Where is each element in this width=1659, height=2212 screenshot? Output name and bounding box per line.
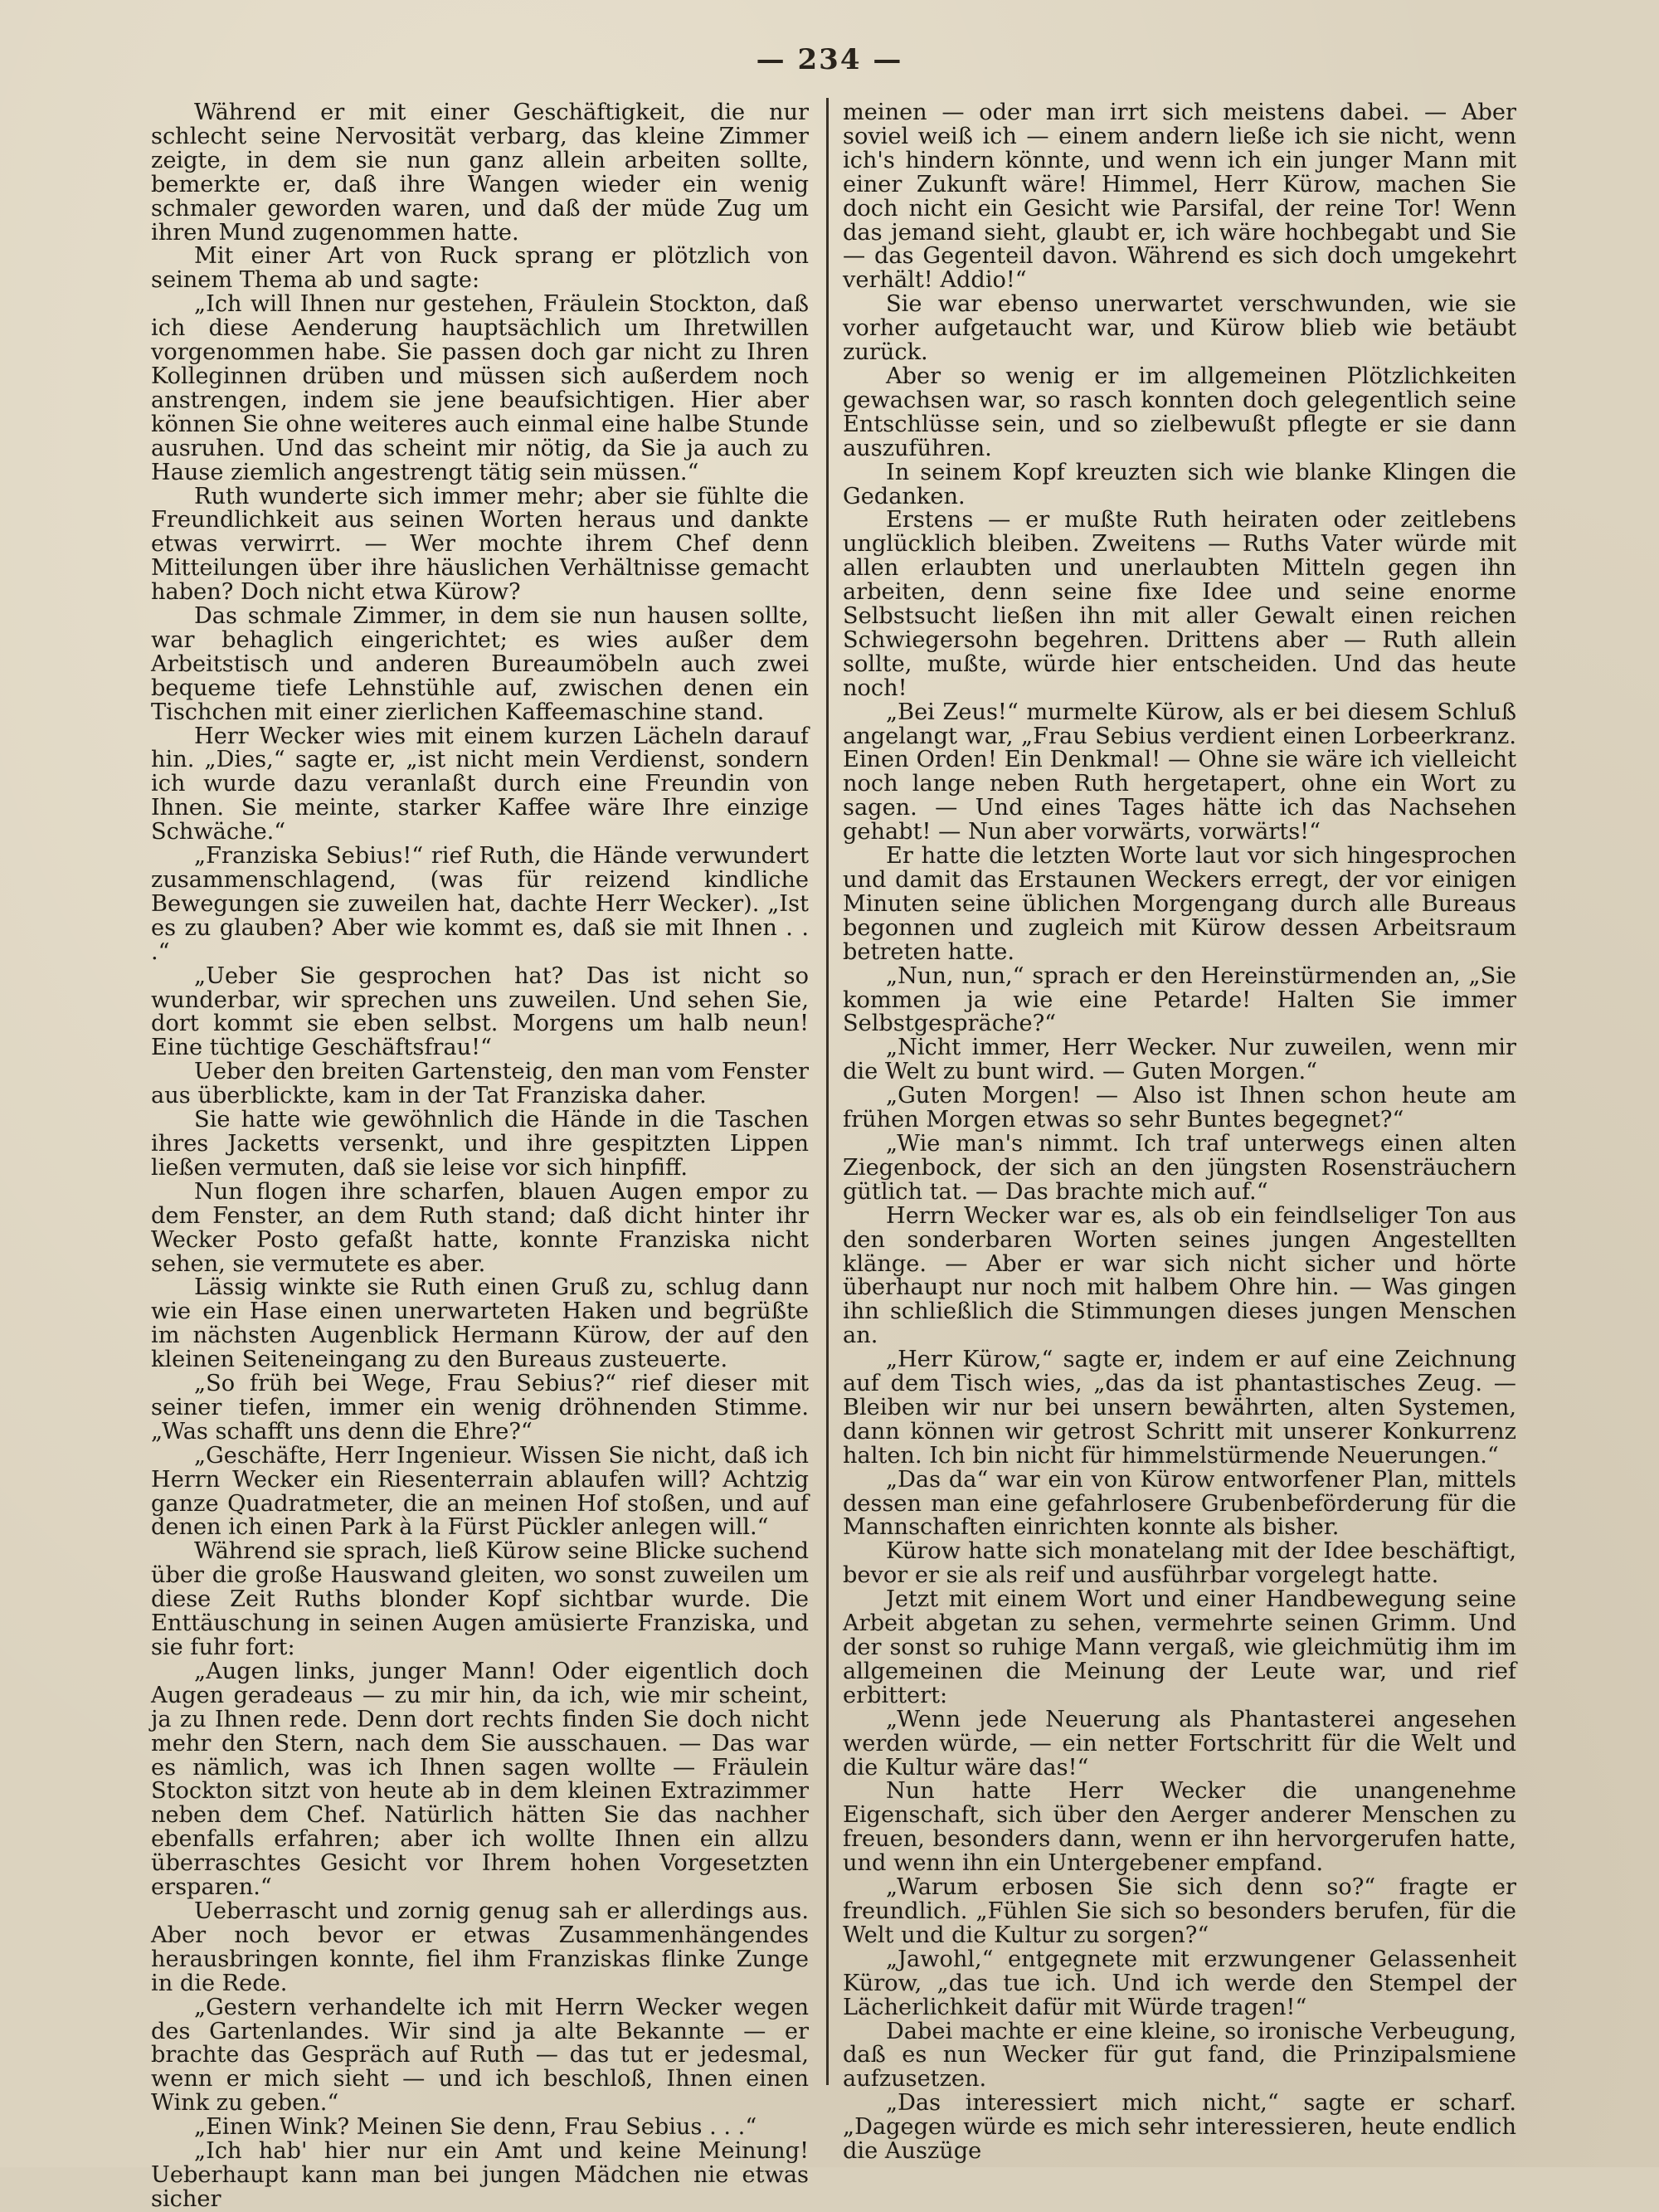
paragraph: Während er mit einer Geschäftigkeit, die nur schlecht seine Nervosität verbarg, das kleine Zimmer zeigte, in dem sie nun ganz allein arbeiten sollte, bemerkte er, daß ihre Wangen wieder ein wenig schmaler geworden waren, und daß der müde Zug um ihren Mund zugenommen hatte. (151, 100, 809, 246)
paragraph: meinen — oder man irrt sich meistens dabei. — Aber soviel weiß ich — einem andern ließe ich sie nicht, wenn ich's hindern könnte, und wenn ich ein junger Mann mit einer Zukunft wäre! Himmel, Herr Kürow, machen Sie doch nicht ein Gesicht wie Parsifal, der reine Tor! Wenn das jemand sieht, glaubt er, ich wäre hochbegabt und Sie — das Gegenteil davon. Während es sich doch umgekehrt verhält! Addio!“ (843, 100, 1516, 294)
paragraph: „Bei Zeus!“ murmelte Kürow, als er bei diesem Schluß angelangt war, „Frau Sebius verdient einen Lorbeerkranz. Einen Orden! Ein Denkmal! — Ohne sie wäre ich vielleicht noch lange neben Ruth hergetapert, ohne ein Wort zu sagen. — Und eines Tages hätte ich das Nachsehen gehabt! — Nun aber vorwärts, vorwärts!“ (843, 699, 1516, 845)
paragraph: Ruth wunderte sich immer mehr; aber sie fühlte die Freundlichkeit aus seinen Worten heraus und dankte etwas verwirrt. — Wer mochte ihrem Chef denn Mitteilungen über ihre häuslichen Verhältnisse gemacht haben? Doch nicht etwa Kürow? (151, 483, 809, 606)
paragraph: Er hatte die letzten Worte laut vor sich hingesprochen und damit das Erstaunen Weckers erregt, der vor einigen Minuten seine üblichen Morgengang durch alle Bureaus begonnen und zugleich mit Kürow dessen Arbeitsraum betreten hatte. (843, 843, 1516, 965)
column-divider (826, 98, 829, 2085)
paragraph: Kürow hatte sich monatelang mit der Idee beschäftigt, bevor er sie als reif und ausführbar vorgelegt hatte. (843, 1538, 1516, 1589)
paragraph: „Warum erbosen Sie sich denn so?“ fragte er freundlich. „Fühlen Sie sich so besonders berufen, für die Welt und die Kultur zu sorgen?“ (843, 1874, 1516, 1948)
paragraph: „Das interessiert mich nicht,“ sagte er scharf. „Dagegen würde es mich sehr interessieren, heute endlich die Auszüge (843, 2090, 1516, 2165)
paragraph: „Wenn jede Neuerung als Phantasterei angesehen werden würde, — ein netter Fortschritt für die Welt und die Kultur wäre das!“ (843, 1706, 1516, 1781)
paragraph: Mit einer Art von Ruck sprang er plötzlich von seinem Thema ab und sagte: (151, 243, 809, 294)
paragraph: Erstens — er mußte Ruth heiraten oder zeitlebens unglücklich bleiben. Zweitens — Ruths Vater würde mit allen erlaubten und unerlaubten Mitteln gegen ihn arbeiten, denn seine fixe Idee und seine enorme Selbstsucht ließen ihn mit aller Gewalt einen reichen Schwiegersohn begehren. Drittens aber — Ruth allein sollte, mußte, würde hier entscheiden. Und das heute noch! (843, 507, 1516, 701)
paragraph: „Herr Kürow,“ sagte er, indem er auf eine Zeichnung auf dem Tisch wies, „das da ist phantastisches Zeug. — Bleiben wir nur bei unsern bewährten, alten Systemen, dann können wir getrost Schritt mit unserer Konkurrenz halten. Ich bin nicht für himmelstürmende Neuerungen.“ (843, 1347, 1516, 1469)
paragraph: „Franziska Sebius!“ rief Ruth, die Hände verwundert zusammenschlagend, (was für reizend kindliche Bewegungen sie zuweilen hat, dachte Herr Wecker). „Ist es zu glauben? Aber wie kommt es, daß sie mit Ihnen . . .“ (151, 843, 809, 965)
paragraph: „Jawohl,“ entgegnete mit erzwungener Gelassenheit Kürow, „das tue ich. Und ich werde den Stempel der Lächerlichkeit dafür mit Würde tragen!“ (843, 1946, 1516, 2020)
paragraph: „Ich will Ihnen nur gestehen, Fräulein Stockton, daß ich diese Aenderung hauptsächlich um Ihretwillen vorgenommen habe. Sie passen doch gar nicht zu Ihren Kolleginnen drüben und müssen sich außerdem noch anstrengen, indem sie jene beaufsichtigen. Hier aber können Sie ohne weiteres auch einmal eine halbe Stunde ausruhen. Und das scheint mir nötig, da Sie ja auch zu Hause ziemlich angestrengt tätig sein müssen.“ (151, 291, 809, 485)
paragraph: „Nicht immer, Herr Wecker. Nur zuweilen, wenn mir die Welt zu bunt wird. — Guten Morgen.“ (843, 1035, 1516, 1085)
paragraph: Ueber den breiten Gartensteig, den man vom Fenster aus überblickte, kam in der Tat Franziska daher. (151, 1059, 809, 1109)
paragraph: Nun hatte Herr Wecker die unangenehme Eigenschaft, sich über den Aerger anderer Menschen zu freuen, besonders dann, wenn er ihn hervorgerufen hatte, und wenn ihn ein Untergebener empfand. (843, 1778, 1516, 1877)
paragraph: Dabei machte er eine kleine, so ironische Verbeugung, daß es nun Wecker für gut fand, die Prinzipalsmiene aufzusetzen. (843, 2018, 1516, 2093)
paragraph: „Ich hab' hier nur ein Amt und keine Meinung! Ueberhaupt kann man bei jungen Mädchen nie etwas sicher (151, 2138, 809, 2212)
right-column (843, 101, 1516, 2164)
paragraph: Während sie sprach, ließ Kürow seine Blicke suchend über die große Hauswand gleiten, wo sonst zuweilen um diese Zeit Ruths blonder Kopf sichtbar wurde. Die Enttäuschung in seinen Augen amüsierte Franziska, und sie fuhr fort: (151, 1538, 809, 1660)
paragraph: „Guten Morgen! — Also ist Ihnen schon heute am frühen Morgen etwas so sehr Buntes begegnet?“ (843, 1083, 1516, 1133)
paragraph: Jetzt mit einem Wort und einer Handbewegung seine Arbeit abgetan zu sehen, vermehrte seinen Grimm. Und der sonst so ruhige Mann vergaß, wie gleichmütig ihm im allgemeinen die Meinung der Leute war, und rief erbittert: (843, 1586, 1516, 1708)
left-column (151, 101, 809, 2212)
paragraph: Sie hatte wie gewöhnlich die Hände in die Taschen ihres Jacketts versenkt, und ihre gespitzten Lippen ließen vermuten, daß sie leise vor sich hinpfiff. (151, 1107, 809, 1181)
paragraph: Herrn Wecker war es, als ob ein feindlseliger Ton aus den sonderbaren Worten seines jungen Angestellten klänge. — Aber er war sich nicht sicher und hörte überhaupt nur noch mit halbem Ohre hin. — Was gingen ihn schließlich die Stimmungen dieses jungen Menschen an. (843, 1202, 1516, 1349)
paragraph: Lässig winkte sie Ruth einen Gruß zu, schlug dann wie ein Hase einen unerwarteten Haken und begrüßte im nächsten Augenblick Hermann Kürow, der auf den kleinen Seiteneingang zu den Bureaus zusteuerte. (151, 1274, 809, 1373)
paragraph: „Geschäfte, Herr Ingenieur. Wissen Sie nicht, daß ich Herrn Wecker ein Riesenterrain ablaufen will? Achtzig ganze Quadratmeter, die an meinen Hof stoßen, und auf denen ich einen Park à la Fürst Pückler anlegen will.“ (151, 1442, 809, 1541)
paragraph: In seinem Kopf kreuzten sich wie blanke Klingen die Gedanken. (843, 459, 1516, 509)
paragraph: „Wie man's nimmt. Ich traf unterwegs einen alten Ziegenbock, der sich an den jüngsten Rosensträuchern gütlich tat. — Das brachte mich auf.“ (843, 1130, 1516, 1205)
paragraph: „Nun, nun,“ sprach er den Hereinstürmenden an, „Sie kommen ja wie eine Petarde! Halten Sie immer Selbstgespräche?“ (843, 962, 1516, 1037)
paragraph: „Gestern verhandelte ich mit Herrn Wecker wegen des Gartenlandes. Wir sind ja alte Bekannte — er brachte das Gespräch auf Ruth — das tut er jedesmal, wenn er mich sieht — und ich beschloß, Ihnen einen Wink zu geben.“ (151, 1994, 809, 2117)
paragraph: Nun flogen ihre scharfen, blauen Augen empor zu dem Fenster, an dem Ruth stand; daß dicht hinter ihr Wecker Posto gefaßt hatte, konnte Franziska nicht sehen, sie vermutete es aber. (151, 1178, 809, 1277)
paragraph: Herr Wecker wies mit einem kurzen Lächeln darauf hin. „Dies,“ sagte er, „ist nicht mein Verdienst, sondern ich wurde dazu veranlaßt durch eine Freundin von Ihnen. Sie meinte, starker Kaffee wäre Ihre einzige Schwäche.“ (151, 723, 809, 845)
paragraph: „Einen Wink? Meinen Sie denn, Frau Sebius . . .“ (194, 2114, 757, 2141)
paragraph: „Das da“ war ein von Kürow entworfener Plan, mittels dessen man eine gefahrlosere Grubenbeförderung für die Mannschaften einrichten konnte als bisher. (843, 1466, 1516, 1541)
paragraph: „Augen links, junger Mann! Oder eigentlich doch Augen geradeaus — zu mir hin, da ich, wie mir scheint, ja zu Ihnen rede. Denn dort rechts finden Sie doch nicht mehr den Stern, nach dem Sie ausschauen. — Das war es nämlich, was ich Ihnen sagen wollte — Fräulein Stockton sitzt von heute ab in dem kleinen Extrazimmer neben dem Chef. Natürlich hätten Sie das nachher ebenfalls erfahren; aber ich wollte Ihnen ein allzu überraschtes Gesicht vor Ihrem hohen Vorgesetzten ersparen.“ (151, 1658, 809, 1901)
paragraph: „So früh bei Wege, Frau Sebius?“ rief dieser mit seiner tiefen, immer ein wenig dröhnenden Stimme. „Was schafft uns denn die Ehre?“ (151, 1371, 809, 1445)
paragraph: Das schmale Zimmer, in dem sie nun hausen sollte, war behaglich eingerichtet; es wies außer dem Arbeitstisch und anderen Bureaumöbeln auch zwei bequeme tiefe Lehnstühle auf, zwischen denen ein Tischchen mit einer zierlichen Kaffeemaschine stand. (151, 603, 809, 725)
paragraph: Sie war ebenso unerwartet verschwunden, wie sie vorher aufgetaucht war, und Kürow blieb wie betäubt zurück. (843, 291, 1516, 366)
paragraph: „Ueber Sie gesprochen hat? Das ist nicht so wunderbar, wir sprechen uns zuweilen. Und sehen Sie, dort kommt sie eben selbst. Morgens um halb neun! Eine tüchtige Geschäftsfrau!“ (151, 962, 809, 1061)
paragraph: Aber so wenig er im allgemeinen Plötzlichkeiten gewachsen war, so rasch konnten doch gelegentlich seine Entschlüsse sein, und so zielbewußt pflegte er sie dann auszuführen. (843, 363, 1516, 461)
page-number: — 234 — (756, 43, 903, 76)
paragraph: Ueberrascht und zornig genug sah er allerdings aus. Aber noch bevor er etwas Zusammenhängendes herausbringen konnte, fiel ihm Franziskas flinke Zunge in die Rede. (151, 1898, 809, 1996)
